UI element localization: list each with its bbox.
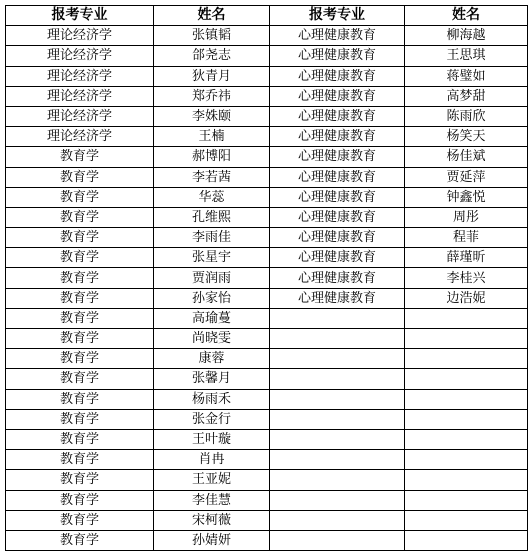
table-row (6, 86, 528, 106)
cell-major-left: 教育学 (6, 389, 154, 409)
table-row (6, 369, 528, 389)
table-row (6, 409, 528, 429)
cell-name-right (405, 429, 528, 449)
cell-name-right: 周彤 (405, 207, 528, 227)
cell-name-left: 张馨月 (154, 369, 270, 389)
cell-name-left: 郃尧志 (154, 46, 270, 66)
table-body (6, 26, 528, 551)
cell-name-left: 郑乔祎 (154, 86, 270, 106)
cell-name-right (405, 389, 528, 409)
cell-name-right (405, 490, 528, 510)
cell-major-right: 心理健康教育 (270, 288, 405, 308)
cell-name-right (405, 308, 528, 328)
cell-name-right: 贾延萍 (405, 167, 528, 187)
table-row (6, 268, 528, 288)
cell-major-left: 教育学 (6, 530, 154, 550)
table-row (6, 127, 528, 147)
cell-major-right (270, 369, 405, 389)
cell-major-left: 教育学 (6, 369, 154, 389)
cell-major-left: 教育学 (6, 228, 154, 248)
cell-name-left: 李姝颐 (154, 106, 270, 126)
cell-name-right: 陈雨欣 (405, 106, 528, 126)
cell-major-left: 教育学 (6, 409, 154, 429)
cell-major-right: 心理健康教育 (270, 86, 405, 106)
header-row (6, 6, 528, 26)
cell-name-left: 孔维熙 (154, 207, 270, 227)
cell-major-right: 心理健康教育 (270, 167, 405, 187)
table-row (6, 349, 528, 369)
cell-major-left: 教育学 (6, 187, 154, 207)
cell-name-left: 王叶璇 (154, 429, 270, 449)
cell-name-left: 张星宇 (154, 248, 270, 268)
cell-major-left: 理论经济学 (6, 46, 154, 66)
table-row (6, 470, 528, 490)
cell-major-right: 心理健康教育 (270, 207, 405, 227)
cell-major-left: 理论经济学 (6, 66, 154, 86)
cell-name-right (405, 510, 528, 530)
cell-major-right: 心理健康教育 (270, 127, 405, 147)
cell-name-left: 杨雨禾 (154, 389, 270, 409)
cell-name-right: 薛瑾昕 (405, 248, 528, 268)
cell-major-left: 理论经济学 (6, 86, 154, 106)
table-row (6, 26, 528, 46)
table-row (6, 248, 528, 268)
cell-name-right (405, 369, 528, 389)
cell-name-right (405, 349, 528, 369)
header-name-right: 姓名 (405, 6, 528, 26)
cell-name-left: 高瑜蔓 (154, 308, 270, 328)
cell-major-right (270, 470, 405, 490)
cell-major-right (270, 530, 405, 550)
table-row (6, 490, 528, 510)
cell-name-left: 李雨佳 (154, 228, 270, 248)
cell-major-left: 理论经济学 (6, 106, 154, 126)
cell-major-left: 教育学 (6, 248, 154, 268)
cell-major-right: 心理健康教育 (270, 228, 405, 248)
cell-name-right: 王思琪 (405, 46, 528, 66)
cell-name-left: 郝博阳 (154, 147, 270, 167)
cell-major-left: 教育学 (6, 429, 154, 449)
cell-name-right: 程菲 (405, 228, 528, 248)
cell-name-right: 杨佳斌 (405, 147, 528, 167)
cell-major-left: 理论经济学 (6, 127, 154, 147)
cell-major-left: 教育学 (6, 207, 154, 227)
cell-name-left: 王亚妮 (154, 470, 270, 490)
cell-major-right (270, 429, 405, 449)
cell-major-right: 心理健康教育 (270, 66, 405, 86)
cell-name-left: 尚晓雯 (154, 329, 270, 349)
table-row (6, 429, 528, 449)
table-row (6, 66, 528, 86)
cell-name-left: 孙家怡 (154, 288, 270, 308)
table-row (6, 510, 528, 530)
cell-name-left: 康蓉 (154, 349, 270, 369)
cell-name-right: 蒋璧如 (405, 66, 528, 86)
cell-major-right (270, 450, 405, 470)
cell-major-right: 心理健康教育 (270, 187, 405, 207)
cell-major-left: 教育学 (6, 510, 154, 530)
cell-name-right: 柳海越 (405, 26, 528, 46)
cell-major-right (270, 389, 405, 409)
cell-major-right: 心理健康教育 (270, 26, 405, 46)
cell-major-right: 心理健康教育 (270, 268, 405, 288)
table-row (6, 46, 528, 66)
cell-major-left: 教育学 (6, 268, 154, 288)
cell-name-right (405, 450, 528, 470)
cell-name-left: 张金行 (154, 409, 270, 429)
cell-major-right (270, 308, 405, 328)
cell-name-right (405, 470, 528, 490)
cell-major-left: 教育学 (6, 288, 154, 308)
table-row (6, 288, 528, 308)
cell-major-left: 教育学 (6, 308, 154, 328)
cell-major-left: 教育学 (6, 147, 154, 167)
cell-major-right: 心理健康教育 (270, 106, 405, 126)
cell-major-left: 理论经济学 (6, 26, 154, 46)
cell-major-right (270, 409, 405, 429)
cell-major-left: 教育学 (6, 329, 154, 349)
cell-name-left: 华蕊 (154, 187, 270, 207)
cell-name-left: 李佳慧 (154, 490, 270, 510)
cell-name-left: 肖冉 (154, 450, 270, 470)
header-major-right: 报考专业 (270, 6, 405, 26)
cell-major-left: 教育学 (6, 167, 154, 187)
cell-name-right: 高梦甜 (405, 86, 528, 106)
table-row (6, 450, 528, 470)
cell-major-right: 心理健康教育 (270, 46, 405, 66)
table-row (6, 308, 528, 328)
cell-name-left: 孙婧妍 (154, 530, 270, 550)
cell-name-right: 杨笑天 (405, 127, 528, 147)
table-row (6, 167, 528, 187)
cell-name-left: 李若茜 (154, 167, 270, 187)
table-row (6, 329, 528, 349)
cell-name-right (405, 329, 528, 349)
cell-name-right: 钟鑫悦 (405, 187, 528, 207)
header-major-left: 报考专业 (6, 6, 154, 26)
header-name-left: 姓名 (154, 6, 270, 26)
cell-name-right (405, 409, 528, 429)
table-row (6, 106, 528, 126)
cell-major-right (270, 349, 405, 369)
cell-major-left: 教育学 (6, 349, 154, 369)
cell-name-left: 贾润雨 (154, 268, 270, 288)
cell-name-left: 王楠 (154, 127, 270, 147)
cell-major-right (270, 510, 405, 530)
cell-name-right: 边浩妮 (405, 288, 528, 308)
table-row (6, 147, 528, 167)
cell-major-right: 心理健康教育 (270, 248, 405, 268)
cell-major-left: 教育学 (6, 470, 154, 490)
table-row (6, 530, 528, 550)
table-row (6, 389, 528, 409)
cell-name-left: 宋柯薇 (154, 510, 270, 530)
cell-major-left: 教育学 (6, 490, 154, 510)
cell-name-left: 狄青月 (154, 66, 270, 86)
cell-name-right (405, 530, 528, 550)
cell-name-left: 张镇韬 (154, 26, 270, 46)
table-row (6, 187, 528, 207)
cell-major-right (270, 490, 405, 510)
table-row (6, 207, 528, 227)
table-row (6, 228, 528, 248)
cell-name-right: 李桂兴 (405, 268, 528, 288)
cell-major-right (270, 329, 405, 349)
cell-major-left: 教育学 (6, 450, 154, 470)
admission-list-table (5, 5, 528, 551)
cell-major-right: 心理健康教育 (270, 147, 405, 167)
